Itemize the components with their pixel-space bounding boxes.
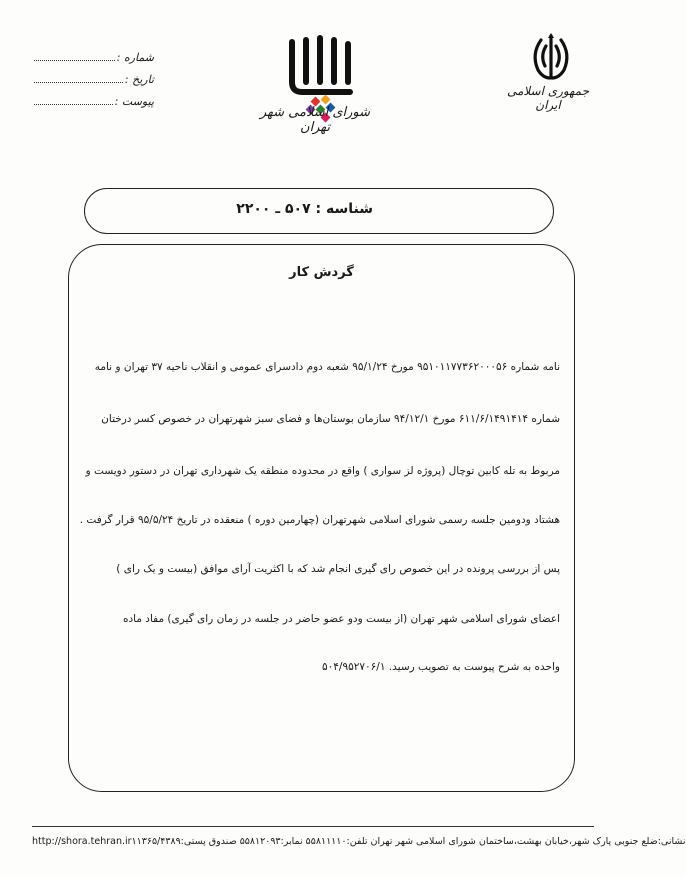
body-line: شماره ۶۱۱/۶/۱۴۹۱۴۱۴ مورخ ۹۴/۱۲/۱ سازمان بوستان‌ها و فضای سبز شهرتهران در خصوص کسر درختان <box>101 413 560 425</box>
footer-divider <box>32 826 594 827</box>
attachment-dotted-line <box>34 104 113 105</box>
footer-address: نشانی:ضلع جنوبی پارک شهر،خیابان بهشت،ساختمان شورای اسلامی شهر تهران تلفن:۵۵۸۱۱۱۱۰ نمابر:۵۵۸۱۲۰۹۳ صندوق پستی:۱۱۳۶۵/۴۳۸۹ <box>131 836 686 847</box>
document-code: شناسه : ۵۰۷ ـ ۲۲۰۰ <box>236 201 373 217</box>
body-line: پس از بررسی پرونده در این خصوص رای گیری انجام شد که با اکثریت آرای موافق (بیست و یک رای ) <box>116 563 560 575</box>
letter-meta <box>34 42 154 108</box>
body-line: اعضای شورای اسلامی شهر تهران (از بیست ودو عضو حاضر در جلسه در زمان رای گیری) مفاد ماده <box>122 613 560 625</box>
date-label: تاریخ : <box>124 73 154 86</box>
workflow-title: گردش کار <box>289 265 354 280</box>
number-label: شماره : <box>116 51 154 64</box>
number-row <box>34 42 154 64</box>
body-line: نامه شماره ۹۵۱۰۱۱۷۷۳۶۲۰۰۰۵۶ مورخ ۹۵/۱/۲۴ شعبه دوم دادسرای عمومی و انقلاب ناحیه ۳۷ تهران و نامه <box>94 361 560 373</box>
body-line: مربوط به تله کابین توچال (پروژه لز سواری ) واقع در محدوده منطقه یک شهرداری تهران در دستور دویست و <box>85 465 560 477</box>
attachment-row <box>34 86 154 108</box>
website-link[interactable]: http://shora.tehran.ir <box>32 836 132 847</box>
workflow-box <box>68 244 575 792</box>
document-code-box <box>84 188 554 234</box>
date-row <box>34 64 154 86</box>
attachment-label: پیوست : <box>114 95 154 108</box>
republic-name: جمهوری اسلامی ایران <box>506 84 590 112</box>
number-dotted-line <box>34 60 115 61</box>
iran-emblem-icon <box>528 32 574 84</box>
body-line: واحده به شرح پیوست به تصویب رسید. ۵۰۴/۹۵۲۷۰۶/۱ <box>321 661 560 673</box>
date-dotted-line <box>34 82 123 83</box>
footer <box>32 836 686 847</box>
council-name: شورای اسلامی شهر تهران <box>259 105 371 135</box>
body-line: هشتاد ودومین جلسه رسمی شورای اسلامی شهرتهران (چهارمین دوره ) منعقده در تاریخ ۹۵/۵/۲۴ قرار گرفت . <box>79 514 560 526</box>
